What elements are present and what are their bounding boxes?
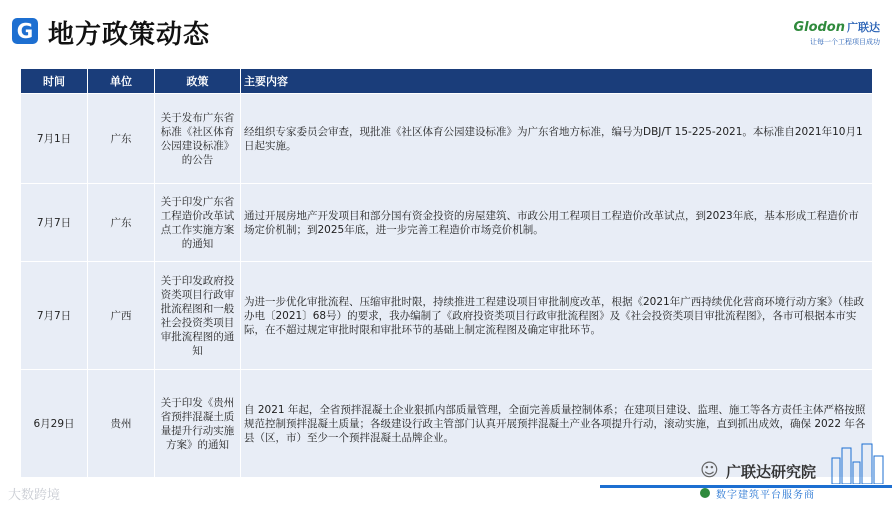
column-header-region: 单位	[88, 69, 155, 94]
wechat-icon: ☺	[700, 460, 719, 481]
row-region: 广西	[88, 262, 155, 370]
column-header-date: 时间	[21, 69, 88, 94]
row-policy: 关于发布广东省标准《社区体育公园建设标准》的公告	[155, 94, 241, 184]
row-policy: 关于印发广东省工程造价改革试点工作实施方案的通知	[155, 184, 241, 262]
row-content: 通过开展房地产开发项目和部分国有资金投资的房屋建筑、市政公用工程项目工程造价改革试点，到2023年底，基本形成工程造价市场定价机制；到2025年底，进一步完善工程造价市场竞价机制。	[241, 184, 873, 262]
policy-table	[20, 68, 873, 478]
row-policy: 关于印发《贵州省预拌混凝土质量提升行动实施方案》的通知	[155, 370, 241, 478]
row-content: 为进一步优化审批流程、压缩审批时限，持续推进工程建设项目审批制度改革，根据《2021年广西持续优化营商环境行动方案》（桂政办电〔2021〕68号）的要求，我办编制了《政府投资类项目行政审批流程图》及《社会投资类项目审批流程图》，各市可根据本市实际，在不超过规定审批时限和审批环节的基础上制定流程图及确定审批环节。	[241, 262, 873, 370]
brand-slogan: 让每一个工程项目成功	[810, 38, 880, 46]
row-date: 7月7日	[21, 262, 88, 370]
footer-dot-icon	[700, 488, 710, 498]
wechat-name: 广联达研究院	[726, 463, 817, 481]
table-row	[21, 94, 873, 184]
page-header	[0, 0, 892, 66]
brand-name: Glodon 广联达	[793, 20, 880, 35]
city-skyline-icon	[828, 440, 888, 484]
watermark: 大数跨境	[8, 488, 61, 503]
column-header-content: 主要内容	[241, 69, 873, 94]
table-header-row	[21, 69, 873, 94]
table-row	[21, 184, 873, 262]
row-date: 7月1日	[21, 94, 88, 184]
row-region: 贵州	[88, 370, 155, 478]
row-policy: 关于印发政府投资类项目行政审批流程图和一般社会投资类项目审批流程图的通知	[155, 262, 241, 370]
column-header-policy: 政策	[155, 69, 241, 94]
row-content: 自 2021 年起，全省预拌混凝土企业狠抓内部质量管理，全面完善质量控制体系；在建项目建设、监理、施工等各方责任主体严格按照规范控制预拌混凝土质量；各级建设行政主管部门认真开展预拌混凝土产业各项提升行动，滚动实施，直到抓出成效，确保 2022 年各县（区，市）至少一个预拌混凝土品牌企业。	[241, 370, 873, 478]
glodon-logo-icon: G	[12, 18, 38, 44]
page-title: 地方政策动态	[48, 20, 211, 50]
row-date: 7月7日	[21, 184, 88, 262]
brand-logo	[793, 19, 880, 47]
row-content: 经组织专家委员会审查，现批准《社区体育公园建设标准》为广东省地方标准，编号为DBJ/T 15-225-2021。本标准自2021年10月1日起实施。	[241, 94, 873, 184]
table-row	[21, 262, 873, 370]
footer-slogan: 数字建筑平台服务商	[716, 490, 815, 501]
row-region: 广东	[88, 184, 155, 262]
row-region: 广东	[88, 94, 155, 184]
row-date: 6月29日	[21, 370, 88, 478]
